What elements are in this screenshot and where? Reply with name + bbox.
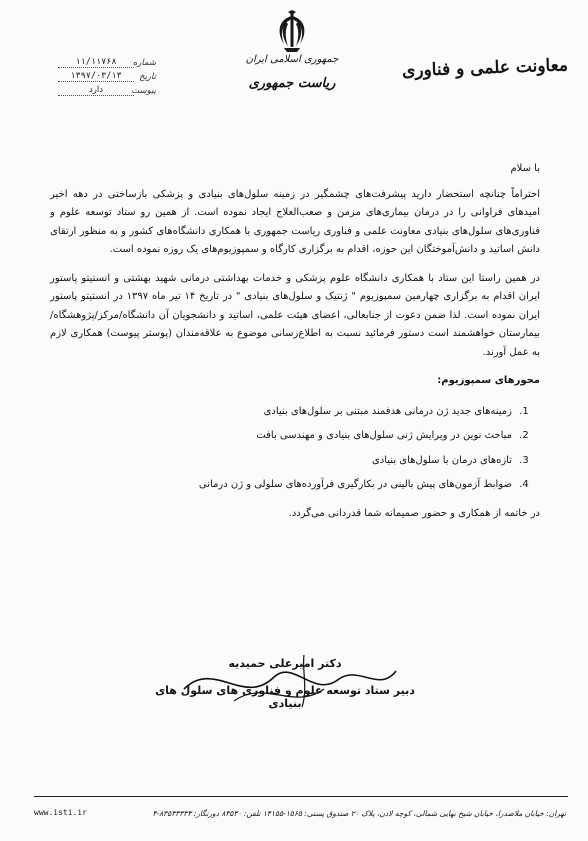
closing-sentence: در خاتمه از همکاری و حضور صمیمانه شما قدردانی می‌گردد. [288, 507, 540, 519]
paragraph-invitation: در همین راستا این ستاد با همکاری دانشگاه علوم پزشکی و خدمات بهداشتی درمانی شهید بهشتی و انستیتو پاستور ایران اقدام به برگزاری چهارمین سمپوزیوم " ژنتیک و سلول‌های بنیادی " در تاریخ ۱۴ تیر ماه ۱۳۹۷ در انستیتو پاستور ایران نموده است. لذا ضمن دعوت از جنابعالی، اعضای هیئت علمی، اساتید و دانشجویان آن دانشگاه/مرکز/پژوهشگاه/بیمارستان خواهشمند است دستور فرمائید نسبت به اطلاع‌رسانی موضوع به علاقه‌مندان (پوستر پیوست) همکاری لازم به عمل آورند. [50, 272, 541, 358]
attachment-value: دارد [58, 85, 134, 96]
letter-body [50, 160, 540, 523]
signature-block [150, 657, 420, 710]
list-item: 1. زمینه‌های جدید ژن درمانی هدفمند مبتنی بر سلول‌های بنیادی [50, 403, 516, 422]
website-link[interactable]: www.isti.ir [34, 808, 87, 817]
signatory-name: دکتر امیرعلی حمیدیه [228, 657, 342, 670]
list-item: 4. ضوابط آزمون‌های پیش بالینی در بکارگیری فرآورده‌های سلولی و ژن درمانی [50, 476, 516, 495]
signatory-title: دبیر ستاد توسعه علوم و فناوری های سلول های بنیادی [155, 684, 415, 710]
symposium-axes-title: محورهای سمپوزیوم: [437, 375, 540, 386]
attachment-label: پیوست [131, 86, 156, 96]
symposium-axes-list [50, 403, 540, 495]
footer-divider [34, 796, 568, 797]
letter-number-label: شماره [132, 58, 156, 68]
list-item: 3. تازه‌های درمان با سلول‌های بنیادی [50, 452, 516, 471]
presidency-line: ریاست جمهوری [248, 76, 336, 91]
republic-line: جمهوری اسلامی ایران [245, 54, 339, 65]
letter-date-row [58, 68, 156, 82]
greeting: با سلام [510, 163, 540, 174]
letter-number-value: ۱۱/۱۱۷۶۸ [58, 57, 134, 68]
letter-number-row [58, 54, 156, 68]
paragraph-intro: احتراماً چنانچه استحضار دارید پیشرفت‌های چشمگیر در زمینه سلول‌های بنیادی و پزشکی بازساختی در دهه اخیر امیدهای فراوانی را در درمان بیماری‌های مزمن و صعب‌العلاج ایجاد نموده است. از همین رو ستاد توسعه علوم و فناوری‌های سلول‌های بنیادی معاونت علمی و فناوری ریاست جمهوری با همکاری دانشگاه‌های کشور و به منظور ارتقای دانش اساتید و دانش‌آموختگان این حوزه، اقدام به برگزاری کارگاه و سمپوزیوم‌های یک روزه نموده است. [50, 188, 540, 255]
organization-title: معاونت علمی و فناوری [401, 55, 569, 82]
attachment-row [58, 82, 156, 96]
footer-address: تهران: خیابان ملاصدرا، خیابان شیخ بهایی شمالی، کوچه لادن، پلاک ۲۰ صندوق پستی: ۱۵۶۵-۱۴۱۵۵ تلفن: ۸۳۵۳۰ دورنگار: ۸۳۵۳۳۳۳۳-۴ [152, 809, 566, 818]
iran-emblem-icon [270, 10, 314, 56]
letter-metadata [58, 54, 156, 96]
letter-date-value: ۱۳۹۷/۰۳/۱۳ [58, 71, 134, 82]
letter-date-label: تاریخ [139, 72, 156, 82]
list-item: 2. مباحث نوین در ویرایش ژنی سلول‌های بنیادی و مهندسی بافت [50, 427, 516, 446]
